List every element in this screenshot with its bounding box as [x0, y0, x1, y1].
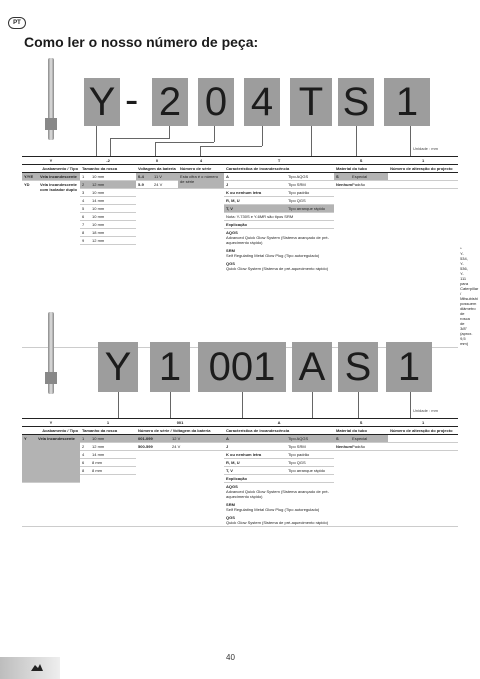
- voltage-code: 500-599: [136, 443, 170, 451]
- connector-line: [356, 126, 357, 156]
- connector-line: [200, 146, 201, 156]
- thread-code: 4: [80, 451, 90, 459]
- blank-cell: [22, 483, 80, 527]
- material-code: S: [334, 173, 350, 181]
- connector-line: [262, 126, 263, 146]
- connector-line: [155, 142, 156, 156]
- explanation-text: Quick Glow System (Sistema de pré-aquecimento rápido): [226, 266, 329, 271]
- part2-char-001: 001: [198, 342, 286, 392]
- glow-note: Nota: Y-730S e Y-6MR são tipos SRM: [224, 213, 334, 221]
- blank-cell: [388, 173, 458, 181]
- glow-plug-nut: [45, 118, 57, 130]
- explanation-title: Explicação: [224, 221, 334, 229]
- col-header: Tamanho da rosca: [80, 427, 136, 435]
- glow-code: T, V: [224, 205, 286, 213]
- part2-char-a: A: [292, 342, 332, 392]
- thread-code: 4: [80, 197, 90, 205]
- part1-char-dash: -: [125, 78, 139, 122]
- material-desc: Especial: [350, 173, 388, 181]
- glow-desc: Tipo QGS: [286, 459, 334, 467]
- voltage-code: 5-9: [136, 181, 152, 189]
- col-letter: 4: [178, 157, 224, 165]
- explanation-text: Self Regulating Metal Glow Plug (Tipo autoregulado): [226, 507, 320, 512]
- col-letter: S: [334, 157, 388, 165]
- part1-char-2: 2: [152, 78, 188, 126]
- connector-line: [110, 138, 111, 156]
- glow-code: R, M, U: [224, 197, 286, 205]
- glow-code: R, M, U: [224, 459, 286, 467]
- thread-size: 10 mm: [90, 189, 136, 197]
- part1-char-y: Y: [84, 78, 120, 126]
- type-code: YD: [22, 181, 38, 348]
- connector-line: [214, 126, 215, 142]
- part2-char-1b: 1: [386, 342, 432, 392]
- part2-char-s: S: [338, 342, 378, 392]
- connector-line: [410, 126, 411, 156]
- unit-label: Unidade : mm: [413, 146, 438, 151]
- explanation-name: AQGS: [226, 230, 238, 235]
- connector-line: [312, 392, 313, 418]
- thread-size: 12 mm: [90, 443, 136, 451]
- voltage-code: 0-4: [136, 173, 152, 181]
- connector-line: [410, 392, 411, 418]
- blank-cell: [136, 451, 224, 527]
- thread-size: 8 mm: [90, 467, 136, 475]
- glow-desc: Tipo SRM: [286, 443, 334, 451]
- serial-note: Esta cifra é o número de série: [178, 173, 224, 189]
- connector-line: [200, 146, 262, 147]
- part1-char-4: 4: [244, 78, 280, 126]
- explanation-name: QGS: [226, 515, 235, 520]
- col-header: Característica de incandescência: [224, 165, 334, 173]
- material-desc: Padrão: [350, 181, 388, 189]
- thread-size: 12 mm: [90, 181, 136, 189]
- thread-code: 3: [80, 189, 90, 197]
- connector-line: [155, 142, 214, 143]
- blank-cell: [334, 189, 458, 348]
- thread-size: 10 mm: [90, 205, 136, 213]
- col-letter: 1: [388, 419, 458, 427]
- glow-code: T, V: [224, 467, 286, 475]
- type-code: Y: [22, 435, 36, 483]
- explanation-title: Explicação: [224, 475, 334, 483]
- glow-desc: Tipo padrão: [286, 189, 334, 197]
- blank-cell: [80, 245, 136, 348]
- thread-code: 9: [80, 237, 90, 245]
- thread-code: 2: [80, 181, 90, 189]
- thread-size: 12 mm: [90, 237, 136, 245]
- glow-code: K ou nenhum letra: [224, 189, 286, 197]
- col-letter: -2: [80, 157, 136, 165]
- blank-cell: [388, 443, 458, 451]
- brand-logo-icon: [30, 661, 44, 679]
- voltage-value: 12 V: [170, 435, 224, 443]
- part1-char-s: S: [338, 78, 374, 126]
- connector-line: [170, 392, 171, 418]
- voltage-value: 24 V: [152, 181, 178, 189]
- glow-desc: Tipo arranque rápido: [286, 205, 334, 213]
- type-desc: Vela incandescente com isolador duplo: [38, 181, 80, 348]
- explanation-text: Advanced Quick Glow System (Sistema avançado de pré-aquecimento rápido): [226, 489, 329, 499]
- glow-desc: Tipo AQGS: [286, 435, 334, 443]
- col-letter: 001: [136, 419, 224, 427]
- blank-cell: [388, 435, 458, 443]
- material-code: Nenhum: [336, 444, 353, 449]
- explanation-text: Advanced Quick Glow System (Sistema avançado de pré-aquecimento rápido): [226, 235, 329, 245]
- col-header: Material do tubo: [334, 427, 388, 435]
- thread-size: 18 mm: [90, 229, 136, 237]
- col-letter: A: [224, 419, 334, 427]
- part2-char-y: Y: [98, 342, 138, 392]
- thread-code: 6: [80, 459, 90, 467]
- explanation-name: AQGS: [226, 484, 238, 489]
- material-code: Nenhum: [336, 182, 353, 187]
- part2-char-1: 1: [150, 342, 190, 392]
- thread-size: 14 mm: [90, 197, 136, 205]
- thread-size: 10 mm: [90, 173, 136, 181]
- material-code: S: [334, 435, 350, 443]
- blank-cell: [136, 189, 224, 348]
- col-letter: Y: [22, 157, 80, 165]
- connector-line: [169, 126, 170, 138]
- thread-code: 8: [80, 467, 90, 475]
- glow-code: J: [224, 181, 286, 189]
- thread-code: 1: [80, 173, 90, 181]
- page-number: 40: [226, 653, 235, 662]
- glow-code: A: [224, 173, 286, 181]
- glow-desc: Tipo padrão: [286, 451, 334, 459]
- language-badge: PT: [8, 17, 26, 29]
- blank-cell: [388, 181, 458, 189]
- glow-desc: Tipo arranque rápido: [286, 467, 334, 475]
- connector-line: [242, 392, 243, 418]
- part2-spec-table: [22, 418, 458, 527]
- type-code: Y/YE: [22, 173, 38, 181]
- col-header: Acabamento / Tipo: [22, 427, 80, 435]
- col-letter: 1: [80, 419, 136, 427]
- col-header: Voltagem da bateria: [136, 165, 178, 173]
- col-header: Acabamento / Tipo: [22, 165, 80, 173]
- col-header: Material do tubo: [334, 165, 388, 173]
- blank-cell: [80, 475, 136, 527]
- explanation-text: Self Regulating Metal Glow Plug (Tipo autoregulado): [226, 253, 320, 258]
- glow-desc: Tipo SRM: [286, 181, 334, 189]
- connector-line: [118, 392, 119, 418]
- voltage-value: 24 V: [170, 443, 224, 451]
- thread-code: 5: [80, 205, 90, 213]
- col-header: Número de série: [178, 165, 224, 173]
- unit-label: Unidade : mm: [413, 408, 438, 413]
- thread-size: 10 mm: [90, 435, 136, 443]
- connector-line: [358, 392, 359, 418]
- material-desc: Especial: [350, 435, 388, 443]
- voltage-value: 11 V: [152, 173, 178, 181]
- thread-code: 6: [80, 213, 90, 221]
- glow-desc: Tipo QGS: [286, 197, 334, 205]
- glow-desc: Tipo AQGS: [286, 173, 334, 181]
- thread-size: 10 mm: [90, 221, 136, 229]
- col-letter: 0: [136, 157, 178, 165]
- thread-code: 7: [80, 221, 90, 229]
- thread-code: 8: [80, 229, 90, 237]
- col-letter: S: [334, 419, 388, 427]
- part1-char-0: 0: [198, 78, 234, 126]
- thread-size: 10 mm: [90, 213, 136, 221]
- explanation-text: Quick Glow System (Sistema de pré-aquecimento rápido): [226, 520, 329, 525]
- explanation-name: QGS: [226, 261, 235, 266]
- glow-plug-nut: [45, 372, 57, 384]
- col-letter: Y: [22, 419, 80, 427]
- part1-char-1: 1: [384, 78, 430, 126]
- glow-code: K ou nenhum letra: [224, 451, 286, 459]
- thread-size: 14 mm: [90, 451, 136, 459]
- part1-char-t: T: [290, 78, 332, 126]
- col-letter: T: [224, 157, 334, 165]
- page-title: Como ler o nosso número de peça:: [24, 34, 259, 50]
- explanation-name: SRM: [226, 502, 235, 507]
- explanations: [224, 229, 334, 348]
- explanations: [224, 483, 334, 527]
- part1-spec-table: Y -2 0 4 T S 1 Acabamento / Tipo Tamanho da rosca Voltagem da bateria Número de série Característica de incandescência Material do tubo Número de alteração do projecto Y/YE Vela incandescente 1 10 mm 0-4 11 V Esta cifra é o número de série A Tipo AQGS S Especial YD Vela incandescente com isolador duplo 2 12 mm 5-9 24 V J Tipo SRM Nenhum Padrão 3 10 mm K ou nenhum letra Tipo padrão 4 14 mm R, M, U Tipo QGS 5 10 mm T, V Tipo arranque rápido 6 10 mm Nota: Y-730S e Y-6MR são tipos SRM 7 10 mm Explicação 8 18 mm AQGS Advanced Quick Glow System (Sistema avançado de pré-aquecimento rápido) SRM Self Regulating Metal Glow Plug (Tipo autoregulado) QGS Quick Glow System (Sistema de pré-aquecimento rápido) 9 12 mm * Y-534, Y-536, Y-111 para Caterpillar / Mitsubishi possuem diâmetro de rosca de 3/8" (aprox. 9,5 mm): [24, 158, 479, 346]
- col-header: Número de alteração do projecto: [388, 165, 458, 173]
- explanation-name: SRM: [226, 248, 235, 253]
- connector-line: [110, 138, 170, 139]
- type-desc: Vela incandescente: [38, 173, 80, 181]
- col-header: Número de série / Voltagem da bateria: [136, 427, 224, 435]
- connector-line: [311, 126, 312, 156]
- voltage-code: 001-099: [136, 435, 170, 443]
- col-header: Tamanho da rosca: [80, 165, 136, 173]
- material-desc: Padrão: [350, 443, 388, 451]
- blank-cell: [334, 451, 458, 527]
- connector-line: [96, 126, 97, 156]
- col-header: Característica de incandescência: [224, 427, 334, 435]
- thread-code: 2: [80, 443, 90, 451]
- col-letter: 1: [388, 157, 458, 165]
- thread-code: 1: [80, 435, 90, 443]
- glow-code: A: [224, 435, 286, 443]
- glow-code: J: [224, 443, 286, 451]
- thread-size: 8 mm: [90, 459, 136, 467]
- col-header: Número de alteração do projecto: [388, 427, 458, 435]
- type-desc: Vela incandescente: [36, 435, 80, 483]
